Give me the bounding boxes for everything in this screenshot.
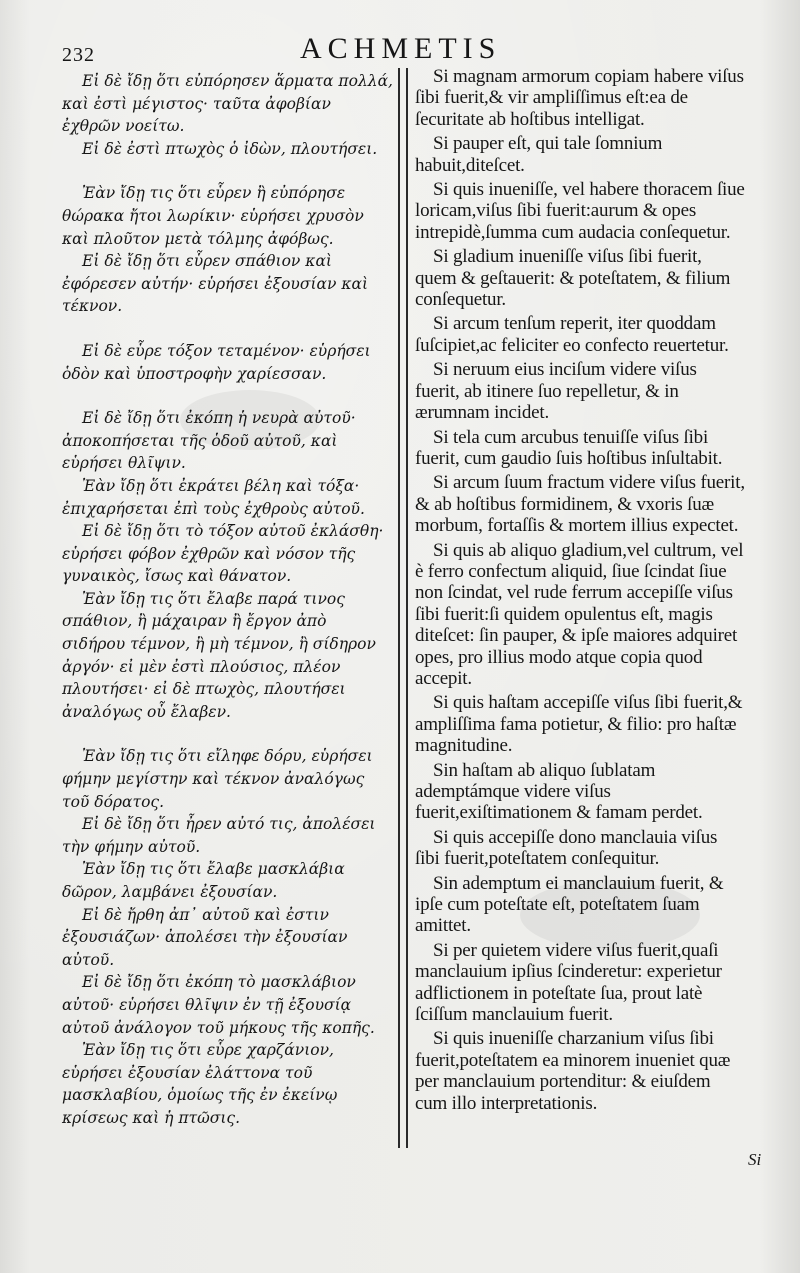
greek-paragraph: Εἰ δὲ ἤρθη ἀπ᾽ αὐτοῦ καὶ ἐστιν ἐξουσιάζων· ἀπολέσει τὴν ἐξουσίαν αὐτοῦ. xyxy=(62,905,348,969)
greek-paragraph: Ἐὰν ἴδῃ τις ὅτι εἴληφε δόρυ, εὑρήσει φήμην μεγίστην καὶ τέκνον ἀναλόγως τοῦ δόρατος. xyxy=(62,747,373,811)
latin-paragraph: Si per quietem videre viſus fuerit,quaſi manclauium ipſius ſcinderetur: experietur adflictionem in poteſtate ſua, prout latè ſciſſum manclauium fuerit. xyxy=(415,939,722,1026)
greek-paragraph: Ἐὰν ἴδῃ τις ὅτι εὗρε χαρζάνιον, εὑρήσει ἐξουσίαν ἐλάττονα τοῦ μασκλαβίου, ὁμοίως τῆς ἐν ἐκείνῳ κρίσεως καὶ ἡ πτῶσις. xyxy=(62,1041,338,1127)
latin-paragraph: Si quis ab aliquo gladium,vel cultrum, vel è ferro confectum aliquid, ſiue ſcindat ſiue non ſcindat, vel rude ferrum accepiſſe viſus ſibi fuerit:ſi quidem opulentus eſt, magis diteſcet: ſin pauper, & ipſe maiores adquiret opes, pro illius modo atque copia quod accepit. xyxy=(415,539,744,689)
paragraph-gap xyxy=(62,318,394,340)
greek-paragraph: Ἐὰν ἴδῃ τις ὅτι ἔλαβε παρά τινος σπάθιον, ἢ μάχαιραν ἢ ἔργον ἀπὸ σιδήρου τέμνον, ἢ μὴ τέμνον, ἢ σίδηρον ἀργόν· εἰ μὲν ἐστὶ πλούσιος, πλέον πλουτήσει· εἰ δὲ πτωχὸς, πλουτήσει ἀναλόγως οὗ ἔλαβεν. xyxy=(62,589,376,721)
latin-paragraph: Si arcum ſuum fractum videre viſus fuerit, & ab hoſtibus formidinem, & vxoris ſuæ morbum, fortaſſis & mortem illius expectet. xyxy=(415,472,745,537)
latin-paragraph: Si gladium inueniſſe viſus ſibi fuerit, quem & geſtauerit: & poteſtatem, & filium conſequetur. xyxy=(415,246,731,311)
latin-paragraph: Si quis inueniſſe, vel habere thoracem ſiue loricam,viſus ſibi fuerit:aurum & opes intrepidè,ſumma cum audacia conſequetur. xyxy=(415,179,745,243)
latin-paragraph: Si quis accepiſſe dono manclauia viſus ſibi fuerit,poteſtatem conſequitur. xyxy=(415,826,718,870)
latin-paragraph: Si arcum tenſum reperit, iter quoddam ſuſcipiet,ac feliciter eo confecto reuertetur. xyxy=(415,313,729,356)
page-header xyxy=(0,30,800,70)
latin-paragraph: Si quis inueniſſe charzanium viſus ſibi fuerit,poteſtatem ea minorem inueniet quæ per manclauium portenditur: & eiuſdem cum illo interpretationis. xyxy=(415,1028,731,1114)
greek-paragraph: Εἰ δὲ ἴδῃ ὅτι εὐπόρησεν ἅρματα πολλά, καὶ ἐστὶ μέγιστος· ταῦτα ἀφοβίαν ἐχθρῶν νοείτω. xyxy=(62,72,393,136)
greek-paragraph: Εἰ δὲ ἴδῃ ὅτι ἦρεν αὐτό τις, ἀπολέσει τὴν φήμην αὐτοῦ. xyxy=(62,815,376,856)
greek-paragraph: Εἰ δὲ ἴδῃ ὅτι ἐκόπη τὸ μασκλάβιον αὐτοῦ· εὑρήσει θλῖψιν ἐν τῇ ἐξουσίᾳ αὐτοῦ ἀνάλογον τοῦ μήκους τῆς κοπῆς. xyxy=(62,973,375,1037)
column-divider xyxy=(406,68,408,1148)
greek-paragraph: Ἐὰν ἴδῃ τις ὅτι εὗρεν ἢ εὐπόρησε θώρακα ἤτοι λωρίκιν· εὑρήσει χρυσὸν καὶ πλοῦτον μετὰ τόλμης ἀφόβως. xyxy=(62,184,364,248)
latin-paragraph: Sin haſtam ab aliquo ſublatam ademptámque videre viſus fuerit,exiſtimationem & famam perdet. xyxy=(415,759,703,824)
catchword: Si xyxy=(748,1150,762,1169)
latin-paragraph: Si magnam armorum copiam habere viſus ſibi fuerit,& vir ampliſſimus eſt:ea de ſecuritate ab hoſtibus intelligat. xyxy=(415,66,744,130)
greek-paragraph: Εἰ δὲ ἴδῃ ὅτι εὗρεν σπάθιον καὶ ἐφόρεσεν αὐτήν· εὑρήσει ἐξουσίαν καὶ τέκνον. xyxy=(62,252,369,316)
paragraph-gap xyxy=(62,723,394,745)
greek-paragraph: Ἐὰν ἴδῃ ὅτι ἐκράτει βέλη καὶ τόξα· ἐπιχαρήσεται ἐπὶ τοὺς ἐχθροὺς αὐτοῦ. xyxy=(62,476,365,518)
running-title: ACHMETIS xyxy=(300,32,502,65)
column-divider xyxy=(398,68,400,1148)
latin-paragraph: Si pauper eſt, qui tale ſomnium habuit,diteſcet. xyxy=(415,133,663,176)
latin-paragraph: Sin ademptum ei manclauium fuerit, & ipſe cum poteſtate eſt, poteſtatem ſuam amittet. xyxy=(415,872,724,937)
latin-paragraph: Si neruum eius inciſum videre viſus fuerit, ab itinere ſuo repelletur, & in ærumnam incidet. xyxy=(415,359,697,424)
greek-paragraph: Εἰ δὲ ἐστὶ πτωχὸς ὁ ἰδὼν, πλουτήσει. xyxy=(82,139,378,158)
greek-paragraph: Εἰ δὲ ἴδῃ ὅτι ἐκόπη ἡ νευρὰ αὐτοῦ· ἀποκοπήσεται τῆς ὁδοῦ αὐτοῦ, καὶ εὑρήσει θλῖψιν. xyxy=(62,409,356,473)
latin-paragraph: Si quis haſtam accepiſſe viſus ſibi fuerit,& ampliſſima fama potietur, & filio: pro haſtæ magnitudine. xyxy=(415,692,743,757)
latin-paragraph: Si tela cum arcubus tenuiſſe viſus ſibi fuerit, cum gaudio ſuis hoſtibus inſultabit. xyxy=(415,426,723,469)
page-number: 232 xyxy=(62,44,95,66)
greek-paragraph: Ἐὰν ἴδῃ τις ὅτι ἔλαβε μασκλάβια δῶρον, λαμβάνει ἐξουσίαν. xyxy=(62,860,345,901)
greek-paragraph: Εἰ δὲ εὗρε τόξον τεταμένον· εὑρήσει ὁδὸν καὶ ὑποστροφὴν χαρίεσσαν. xyxy=(62,341,371,383)
greek-paragraph: Εἰ δὲ ἴδῃ ὅτι τὸ τόξον αὐτοῦ ἐκλάσθη· εὑρήσει φόβον ἐχθρῶν καὶ νόσον τῆς γυναικὸς, ἴσως καὶ θάνατον. xyxy=(62,522,384,586)
paragraph-gap xyxy=(62,160,394,182)
greek-text-column xyxy=(62,70,394,1130)
paragraph-gap xyxy=(62,385,394,407)
latin-text-column xyxy=(415,66,745,1117)
